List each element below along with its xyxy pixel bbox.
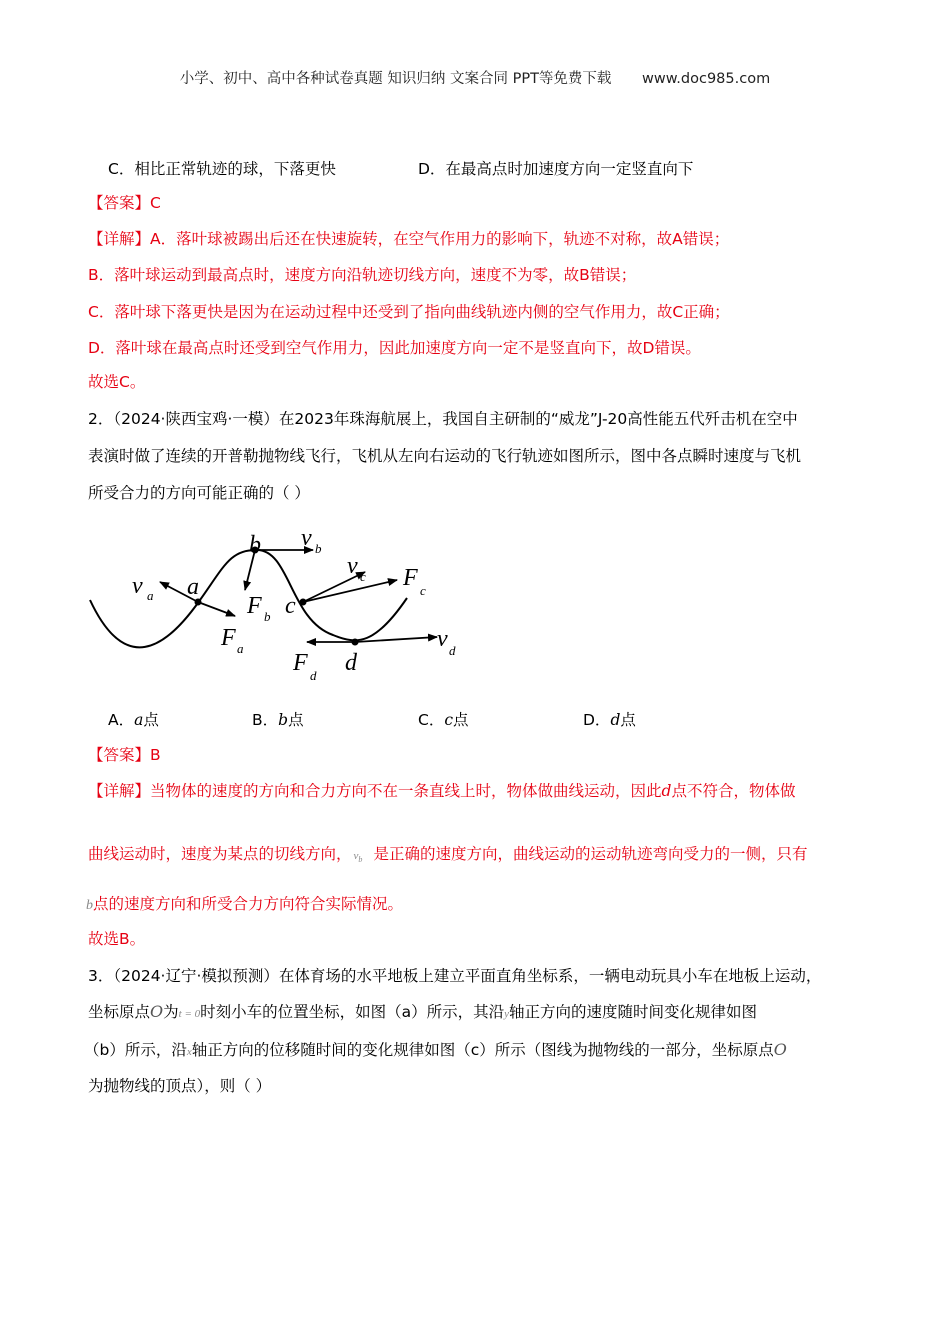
label-v-a-sub: a	[147, 588, 154, 603]
v-b-symbol: $v_b$	[353, 850, 363, 865]
q2-detail-3: b点的速度方向和所受合力方向符合实际情况。	[86, 895, 404, 913]
q3-line-2: 坐标原点O为t = 0时刻小车的位置坐标，如图（a）所示，其沿y轴正方向的速度随时间变化规律如图	[88, 1002, 758, 1021]
q1-option-c: C．相比正常轨迹的球，下落更快	[108, 160, 336, 178]
label-v-c-sub: c	[360, 569, 366, 584]
q1-option-d: D．在最高点时加速度方向一定竖直向下	[418, 160, 694, 178]
label-v-b-sub: b	[315, 541, 322, 556]
page-header	[0, 67, 950, 88]
q2-stem-line-1: 2．（2024·陕西宝鸡·一模）在2023年珠海航展上，我国自主研制的“威龙”J-20高性能五代歼击机在空中	[88, 410, 798, 428]
label-v-c: v	[347, 553, 358, 579]
force-c-arrow	[303, 580, 397, 602]
label-v-a: v	[132, 573, 143, 599]
label-point-c: c	[285, 593, 296, 619]
label-f-d: F	[293, 650, 308, 676]
q1-detail-2: B．落叶球运动到最高点时，速度方向沿轨迹切线方向，速度不为零，故B错误；	[88, 266, 637, 284]
label-v-d: v	[437, 626, 448, 652]
q1-answer: 【答案】C	[88, 194, 161, 212]
q1-detail-1: 【详解】A．落叶球被踢出后还在快速旋转，在空气作用力的影响下，轨迹不对称，故A错误；	[88, 230, 730, 248]
label-f-d-sub: d	[310, 668, 317, 683]
header-text: 小学、初中、高中各种试卷真题 知识归纳 文案合同 PPT等免费下载	[179, 71, 612, 87]
q2-stem-line-3: 所受合力的方向可能正确的（ ）	[88, 484, 310, 502]
label-v-b: v	[301, 525, 312, 551]
label-f-a-sub: a	[237, 641, 244, 656]
q2-option-c: C．c点	[418, 711, 469, 729]
q3-line-4: 为抛物线的顶点），则（ ）	[88, 1077, 272, 1095]
label-f-b-sub: b	[264, 609, 271, 624]
q2-choose: 故选B。	[88, 930, 146, 948]
q3-line-3: （b）所示，沿x轴正方向的位移随时间的变化规律如图（c）所示（图线为抛物线的一部分，坐标原点O	[84, 1040, 787, 1059]
label-f-b: F	[247, 593, 262, 619]
q2-option-d: D．d点	[583, 711, 636, 729]
q3-line-1: 3．（2024·辽宁·模拟预测）在体育场的水平地板上建立平面直角坐标系，一辆电动玩具小车在地板上运动，	[88, 967, 822, 985]
q2-detail-1: 【详解】当物体的速度的方向和合力方向不在一条直线上时，物体做曲线运动，因此d点不符合，物体做	[88, 782, 796, 800]
q1-detail-3: C．落叶球下落更快是因为在运动过程中还受到了指向曲线轨迹内侧的空气作用力，故C正确；	[88, 303, 730, 321]
q2-stem-line-2: 表演时做了连续的开普勒抛物线飞行，飞机从左向右运动的飞行轨迹如图所示，图中各点瞬时速度与飞机	[88, 447, 802, 465]
label-f-c: F	[403, 565, 418, 591]
q1-detail-4: D．落叶球在最高点时还受到空气作用力，因此加速度方向一定不是竖直向下，故D错误。	[88, 339, 701, 357]
label-v-d-sub: d	[449, 643, 456, 658]
q2-answer: 【答案】B	[88, 746, 161, 764]
force-a-arrow	[198, 602, 235, 616]
label-point-b: b	[249, 532, 261, 558]
q2-option-a: A．a点	[108, 711, 159, 729]
label-point-a: a	[187, 574, 199, 600]
label-point-d: d	[345, 650, 357, 676]
label-f-a: F	[221, 625, 236, 651]
header-url[interactable]: www.doc985.com	[642, 71, 771, 87]
q2-trajectory-figure	[85, 520, 475, 690]
label-f-c-sub: c	[420, 583, 426, 598]
q1-choose: 故选C。	[88, 373, 146, 391]
q2-detail-2: 曲线运动时，速度为某点的切线方向， $v_b$ 是正确的速度方向，曲线运动的运动轨迹弯向受力的一侧，只有	[88, 843, 808, 865]
q2-option-b: B．b点	[252, 711, 304, 729]
